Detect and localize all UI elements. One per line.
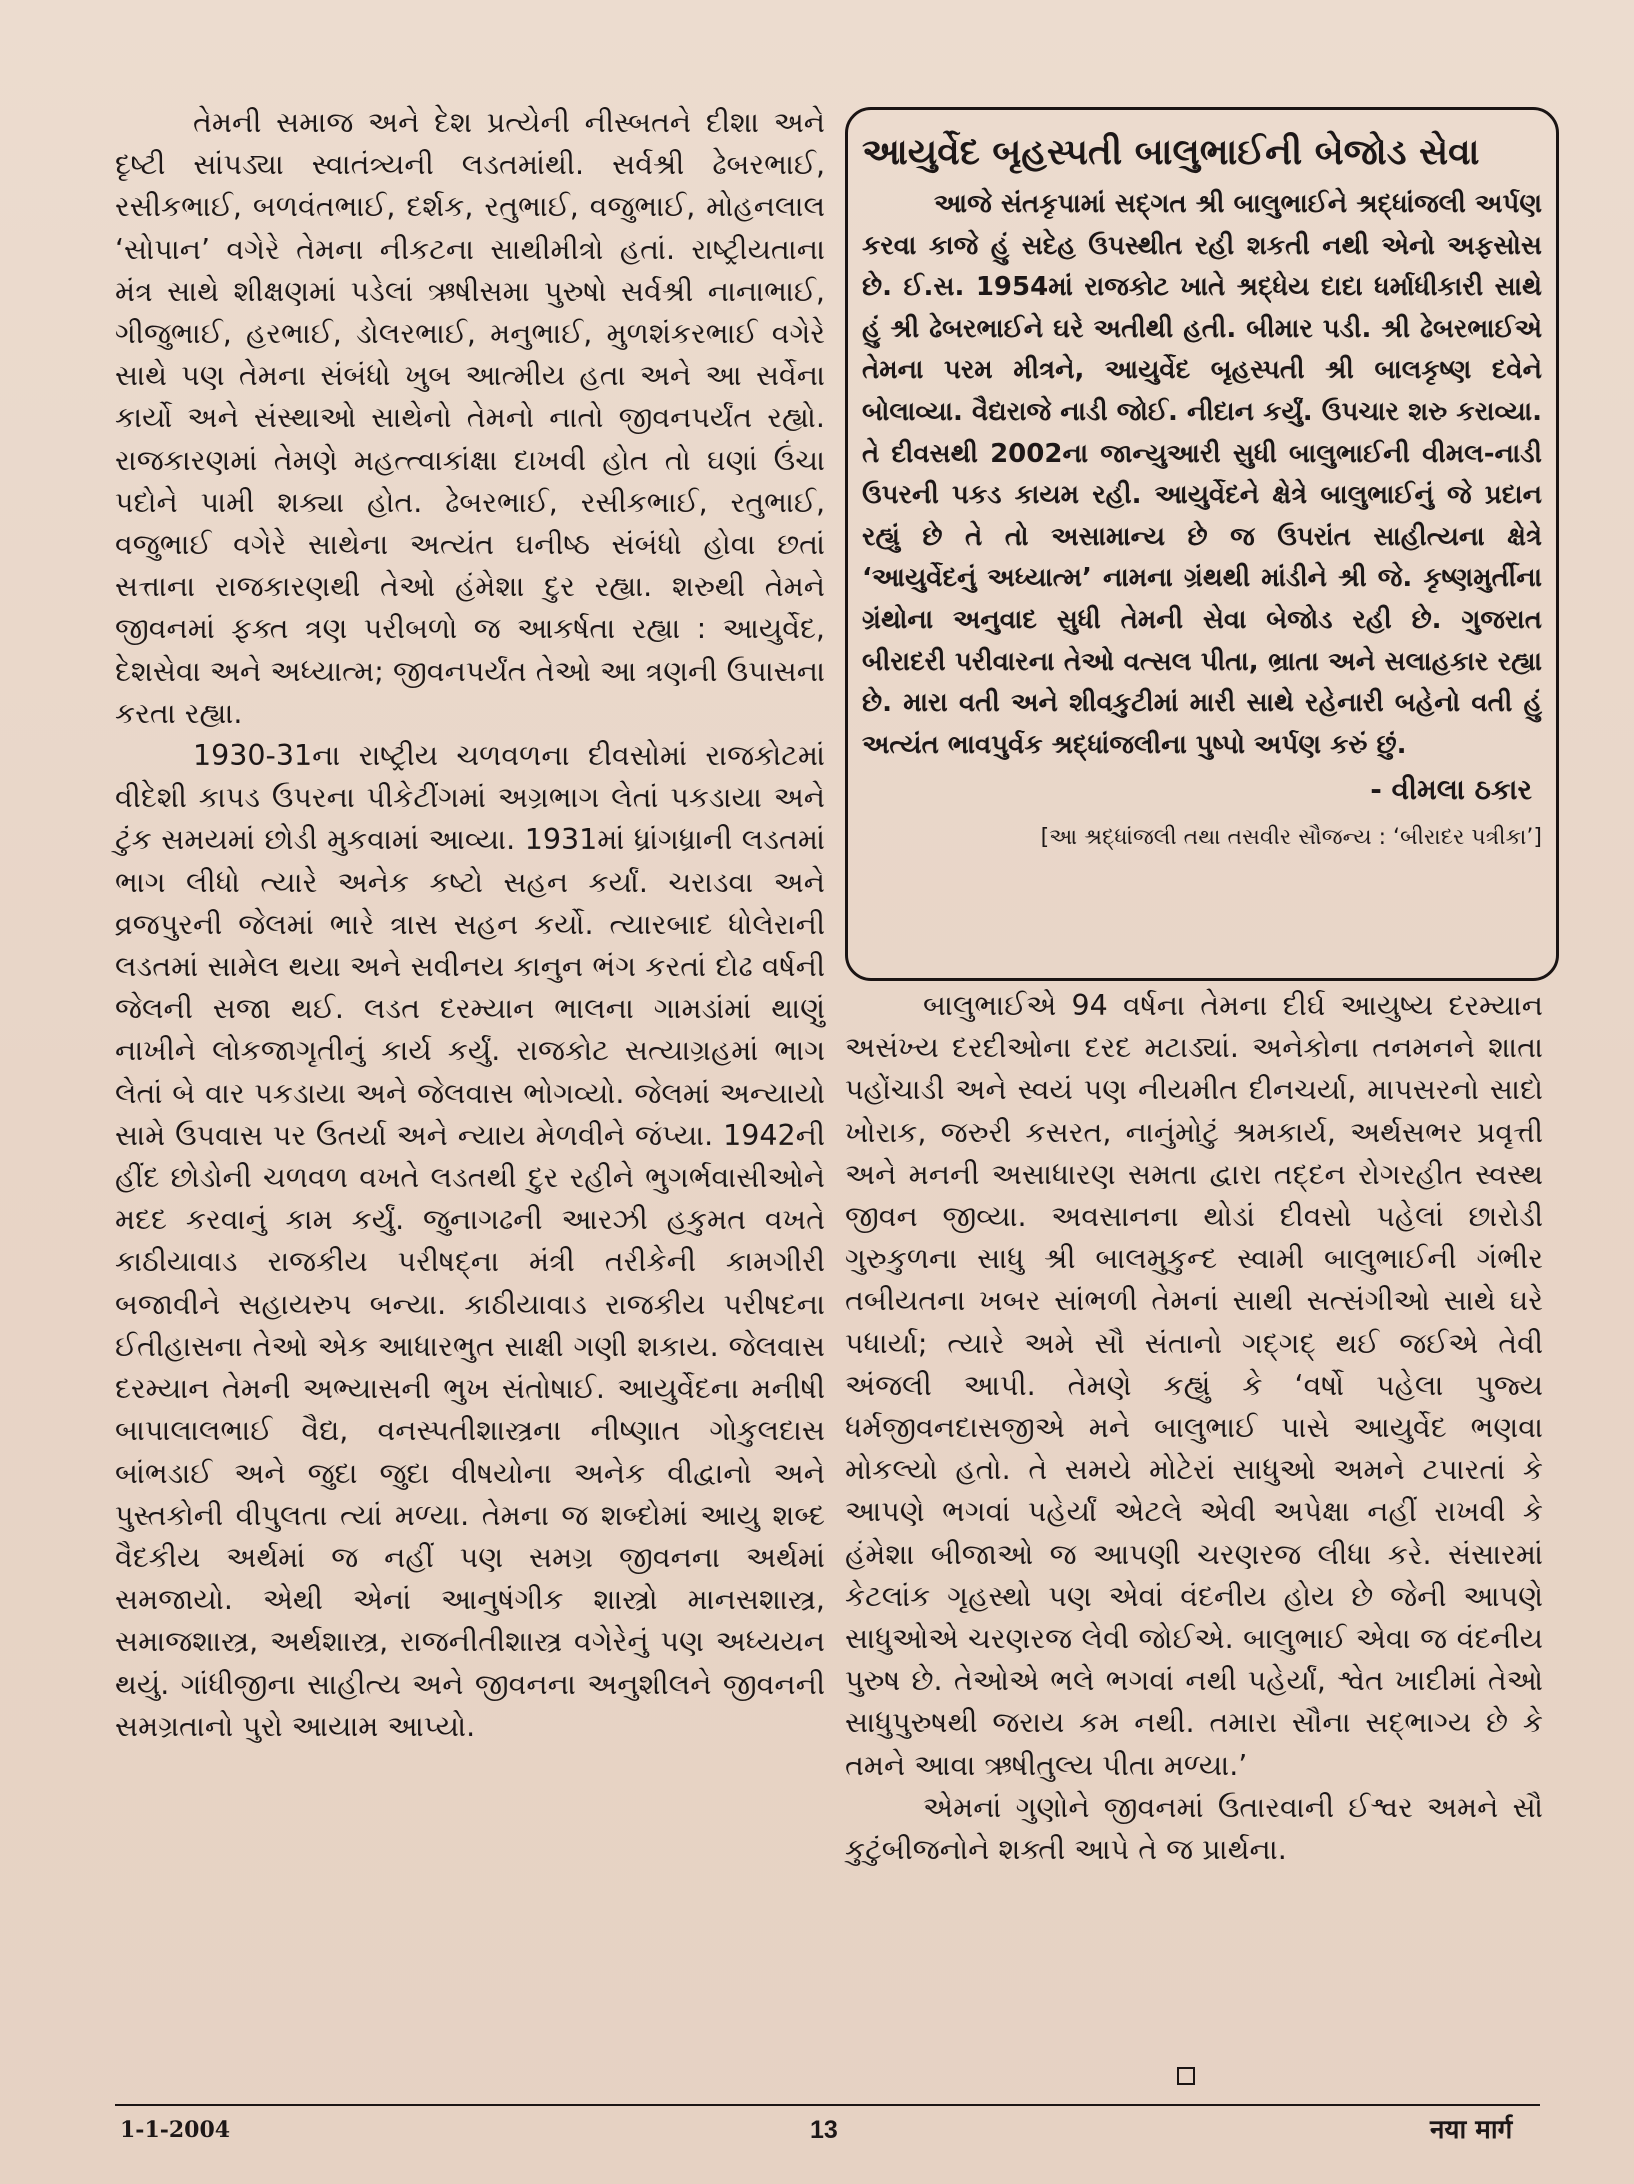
tribute-signature: - વીમલા ઠકાર	[1370, 773, 1532, 807]
tribute-credit: [આ શ્રદ્ધાંજલી તથા તસવીર સૌજન્ય : ‘બીરાદર પત્રીકા’]	[1040, 825, 1542, 851]
tribute-title: આયુર્વેદ બૃહસ્પતી બાલુભાઈની બેજોડ સેવા	[862, 132, 1480, 173]
magazine-name: नया मार्ग	[1430, 2115, 1513, 2145]
right-paragraph-1: બાલુભાઈએ 94 વર્ષના તેમના દીર્ઘ આયુષ્ય દરમ્યાન અસંખ્ય દરદીઓના દરદ મટાડ્યાં. અનેકોના તનમનને શાતા પહોંચાડી અને સ્વયં પણ નીયમીત દીનચર્યા, માપસરનો સાદો ખોરાક, જરુરી કસરત, નાનુંમોટું શ્રમકાર્ય, અર્થસભર પ્રવૃત્તી અને મનની અસાધારણ સમતા દ્વારા તદ્દન રોગરહીત સ્વસ્થ જીવન જીવ્યા. અવસાનના થોડાં દીવસો પહેલાં છારોડી ગુરુકુળના સાધુ શ્રી બાલમુકુન્દ સ્વામી બાલુભાઈની ગંભીર તબીયતના ખબર સાંભળી તેમનાં સાથી સત્સંગીઓ સાથે ઘરે પધાર્યા; ત્યારે અમે સૌ સંતાનો ગદ્‌ગદ્‌ થઈ જઈએ તેવી અંજલી આપી. તેમણે કહ્યું કે ‘વર્ષો પહેલા પુજ્ય ધર્મજીવનદાસજીએ મને બાલુભાઈ પાસે આયુર્વેદ ભણવા મોકલ્યો હતો. તે સમયે મોટેરાં સાધુઓ અમને ટપારતાં કે આપણે ભગવાં પહેર્યાં એટલે એવી અપેક્ષા નહીં રાખવી કે હંમેશા બીજાઓ જ આપણી ચરણરજ લીધા કરે. સંસારમાં કેટલાંક ગૃહસ્થો પણ એવાં વંદનીય હોય છે જેની આપણે સાધુઓએ ચરણરજ લેવી જોઈએ. બાલુભાઈ એવા જ વંદનીય પુરુષ છે. તેઓએ ભલે ભગવાં નથી પહેર્યાં, શ્વેત ખાદીમાં તેઓ સાધુપુરુષથી જરાય કમ નથી. તમારા સૌના સદ્‌ભાગ્ય છે કે તમને આવા ઋષીતુલ્ય પીતા મળ્યા.’	[845, 989, 1543, 1782]
page-number: 13	[810, 2116, 838, 2144]
tribute-box	[845, 107, 1559, 981]
right-paragraph-2: એમનાં ગુણોને જીવનમાં ઉતારવાની ઈશ્વર અમને સૌ કુટુંબીજનોને શક્તી આપે તે જ પ્રાર્થના.	[845, 1790, 1543, 1867]
footer-divider	[115, 2104, 1540, 2106]
tribute-body: આજે સંતકૃપામાં સદ્‌ગત શ્રી બાલુભાઈને શ્રદ્ધાંજલી અર્પણ કરવા કાજે હું સદેહ ઉપસ્થીત રહી શકતી નથી એનો અફસોસ છે. ઈ.સ. 1954માં રાજકોટ ખાતે શ્રદ્ધેય દાદા ધર્માધીકારી સાથે હું શ્રી ઢેબરભાઈને ઘરે અતીથી હતી. બીમાર પડી. શ્રી ઢેબરભાઈએ તેમના પરમ મીત્રને, આયુર્વેદ બૃહસ્પતી શ્રી બાલકૃષ્ણ દવેને બોલાવ્યા. વૈદ્યરાજે નાડી જોઈ. નીદાન કર્યું. ઉપચાર શરુ કરાવ્યા. તે દીવસથી 2002ના જાન્યુઆરી સુધી બાલુભાઈની વીમલ-નાડી ઉપરની પકડ કાયમ રહી. આયુર્વેદને ક્ષેત્રે બાલુભાઈનું જે પ્રદાન રહ્યું છે તે તો અસામાન્ય છે જ ઉપરાંત સાહીત્યના ક્ષેત્રે ‘આયુર્વેદનું અધ્યાત્મ’ નામના ગ્રંથથી માંડીને શ્રી જે. કૃષ્ણમુર્તીના ગ્રંથોના અનુવાદ સુધી તેમની સેવા બેજોડ રહી છે. ગુજરાત બીરાદરી પરીવારના તેઓ વત્સલ પીતા, ભ્રાતા અને સલાહકાર રહ્યા છે. મારા વતી અને શીવકુટીમાં મારી સાથે રહેનારી બહેનો વતી હું અત્યંત ભાવપુર્વક શ્રદ્ધાંજલીના પુષ્પો અર્પણ કરું છું.	[862, 189, 1542, 760]
right-column	[845, 985, 1543, 1871]
left-paragraph-1: તેમની સમાજ અને દેશ પ્રત્યેની નીસ્બતને દીશા અને દૃષ્ટી સાંપડ્યા સ્વાતંત્ર્યની લડતમાંથી. સર્વશ્રી ઢેબરભાઈ, રસીકભાઈ, બળવંતભાઈ, દર્શક, રતુભાઈ, વજુભાઈ, મોહનલાલ ‘સોપાન’ વગેરે તેમના નીકટના સાથીમીત્રો હતાં. રાષ્ટ્રીયતાના મંત્ર સાથે શીક્ષણમાં પડેલાં ઋષીસમા પુરુષો સર્વશ્રી નાનાભાઈ, ગીજુભાઈ, હરભાઈ, ડોલરભાઈ, મનુભાઈ, મુળશંકરભાઈ વગેરે સાથે પણ તેમના સંબંધો ખુબ આત્મીય હતા અને આ સર્વેના કાર્યો અને સંસ્થાઓ સાથેનો તેમનો નાતો જીવનપર્યંત રહ્યો. રાજકારણમાં તેમણે મહત્ત્વાકાંક્ષા દાખવી હોત તો ઘણાં ઉંચા પદોને પામી શક્યા હોત. ઢેબરભાઈ, રસીકભાઈ, રતુભાઈ, વજુભાઈ વગેરે સાથેના અત્યંત ઘનીષ્ઠ સંબંધો હોવા છતાં સત્તાના રાજકારણથી તેઓ હંમેશા દુર રહ્યા. શરુથી તેમને જીવનમાં ફક્ત ત્રણ પરીબળો જ આકર્ષતા રહ્યા : આયુર્વેદ, દેશસેવા અને અધ્યાત્મ; જીવનપર્યંત તેઓ આ ત્રણની ઉપાસના કરતા રહ્યા.	[115, 106, 825, 730]
left-paragraph-2: 1930-31ના રાષ્ટ્રીય ચળવળના દીવસોમાં રાજકોટમાં વીદેશી કાપડ ઉપરના પીકેટીંગમાં અગ્રભાગ લેતાં પકડાયા અને ટુંક સમયમાં છોડી મુકવામાં આવ્યા. 1931માં ધ્રાંગધ્રાની લડતમાં ભાગ લીધો ત્યારે અનેક કષ્ટો સહન કર્યાં. ચરાડવા અને વ્રજપુરની જેલમાં ભારે ત્રાસ સહન કર્યો. ત્યારબાદ ધોલેરાની લડતમાં સામેલ થયા અને સવીનય કાનુન ભંગ કરતાં દોઢ વર્ષની જેલની સજા થઈ. લડત દરમ્યાન ભાલના ગામડાંમાં થાણું નાખીને લોકજાગૃતીનું કાર્ય કર્યું. રાજકોટ સત્યાગ્રહમાં ભાગ લેતાં બે વાર પકડાયા અને જેલવાસ ભોગવ્યો. જેલમાં અન્યાયો સામે ઉપવાસ પર ઉતર્યા અને ન્યાય મેળવીને જંપ્યા. 1942ની હીંદ છોડોની ચળવળ વખતે લડતથી દુર રહીને ભુગર્ભવાસીઓને મદદ કરવાનું કામ કર્યું. જુનાગઢની આરઝી હકુમત વખતે કાઠીયાવાડ રાજકીય પરીષદ્‌ના મંત્રી તરીકેની કામગીરી બજાવીને સહાયરુપ બન્યા. કાઠીયાવાડ રાજકીય પરીષદના ઈતીહાસના તેઓ એક આધારભુત સાક્ષી ગણી શકાય. જેલવાસ દરમ્યાન તેમની અભ્યાસની ભુખ સંતોષાઈ. આયુર્વેદના મનીષી બાપાલાલભાઈ વૈદ્ય, વનસ્પતીશાસ્ત્રના નીષ્ણાત ગોકુલદાસ બાંભડાઈ અને જુદા જુદા વીષયોના અનેક વીદ્વાનો અને પુસ્તકોની વીપુલતા ત્યાં મળ્યા. તેમના જ શબ્દોમાં આયુ શબ્દ વૈદકીય અર્થમાં જ નહીં પણ સમગ્ર જીવનના અર્થમાં સમજાયો. એથી એનાં આનુષંગીક શાસ્ત્રો માનસશાસ્ત્ર, સમાજશાસ્ત્ર, અર્થશાસ્ત્ર, રાજનીતીશાસ્ત્ર વગેરેનું પણ અધ્યયન થયું. ગાંધીજીના સાહીત્ય અને જીવનના અનુશીલને જીવનની સમગ્રતાનો પુરો આયામ આપ્યો.	[115, 739, 825, 1743]
footer-date: 1-1-2004	[120, 2117, 231, 2143]
left-column	[115, 102, 825, 1748]
end-of-article-mark	[1177, 2067, 1195, 2085]
